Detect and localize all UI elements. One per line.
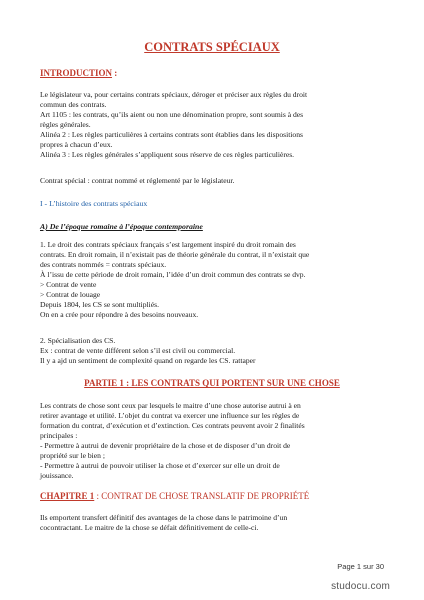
- chapitre-1-paragraph: Ils emportent transfert définitif des avantages de la chose dans le patrimoine d’un cocontractant. Le maitre de la chose se défait définitivement de celle-ci.: [40, 513, 288, 532]
- studocu-watermark[interactable]: studocu.com: [331, 581, 390, 592]
- partie-1-paragraph: Les contrats de chose sont ceux par lesquels le maitre d’une chose autorise autrui à en retirer avantage et utilité. L’objet du contrat va exercer une influence sur les règles de formation du contrat, d’exécution et d’extinction. Ces contrats peuvent avoir 2 finalités principales : - Permettre à autrui de devenir propriétaire de la chose et de disposer d’un droit de propriété sur le bien ; - Permettre à autrui de pouvoir utiliser la chose et d’exercer sur elle un droit de jouissance.: [40, 401, 305, 480]
- history-paragraph-1: 1. Le droit des contrats spéciaux français s’est largement inspiré du droit romain des contrats. En droit romain, il n’existait pas de théorie générale du contrat, il n’existait que des contrats nommés = contrats spéciaux. À l’issu de cette période de droit romain, l’idée d’un droit commun des contrats se dvp. > Contrat de vente > Contrat de louage Depuis 1804, les CS se sont multipliés. On en a crée pour répondre à des besoins nouveaux.: [40, 240, 310, 319]
- introduction-heading: [40, 68, 117, 78]
- partie-1-heading-text: PARTIE 1 : LES CONTRATS QUI PORTENT SUR UNE CHOSE: [84, 378, 340, 388]
- history-paragraph-2: 2. Spécialisation des CS. Ex : contrat de vente différent selon s’il est civil ou commercial. Il y a ajd un sentiment de complexité quand on regarde les CS. rattaper: [40, 336, 256, 365]
- introduction-heading-suffix: :: [112, 68, 118, 78]
- document-title: CONTRATS SPÉCIAUX: [144, 40, 280, 54]
- subsection-a-heading: A) De l’époque romaine à l’époque contemporaine: [40, 222, 203, 231]
- introduction-paragraph: Le législateur va, pour certains contrats spéciaux, déroger et préciser aux règles du droit commun des contrats. Art 1105 : les contrats, qu’ils aient ou non une dénomination propre, sont soumis à des règles générales. Alinéa 2 : Les règles particulières à certains contrats sont établies dans les dispositions propres à chacun d’eux. Alinéa 3 : Les règles générales s’appliquent sous réserve de ces règles particulières.: [40, 90, 308, 159]
- section-history-heading: I - L’histoire des contrats spéciaux: [40, 199, 148, 208]
- contrat-special-definition: Contrat spécial : contrat nommé et réglementé par le législateur.: [40, 176, 235, 185]
- chapitre-1-label: CHAPITRE 1: [40, 491, 95, 501]
- page-number: Page 1 sur 30: [337, 562, 384, 571]
- chapitre-1-title: : CONTRAT DE CHOSE TRANSLATIF DE PROPRIÉTÉ: [94, 491, 310, 501]
- partie-1-heading: [0, 378, 424, 388]
- chapitre-1-heading: [40, 491, 309, 501]
- introduction-heading-text: INTRODUCTION: [40, 68, 113, 78]
